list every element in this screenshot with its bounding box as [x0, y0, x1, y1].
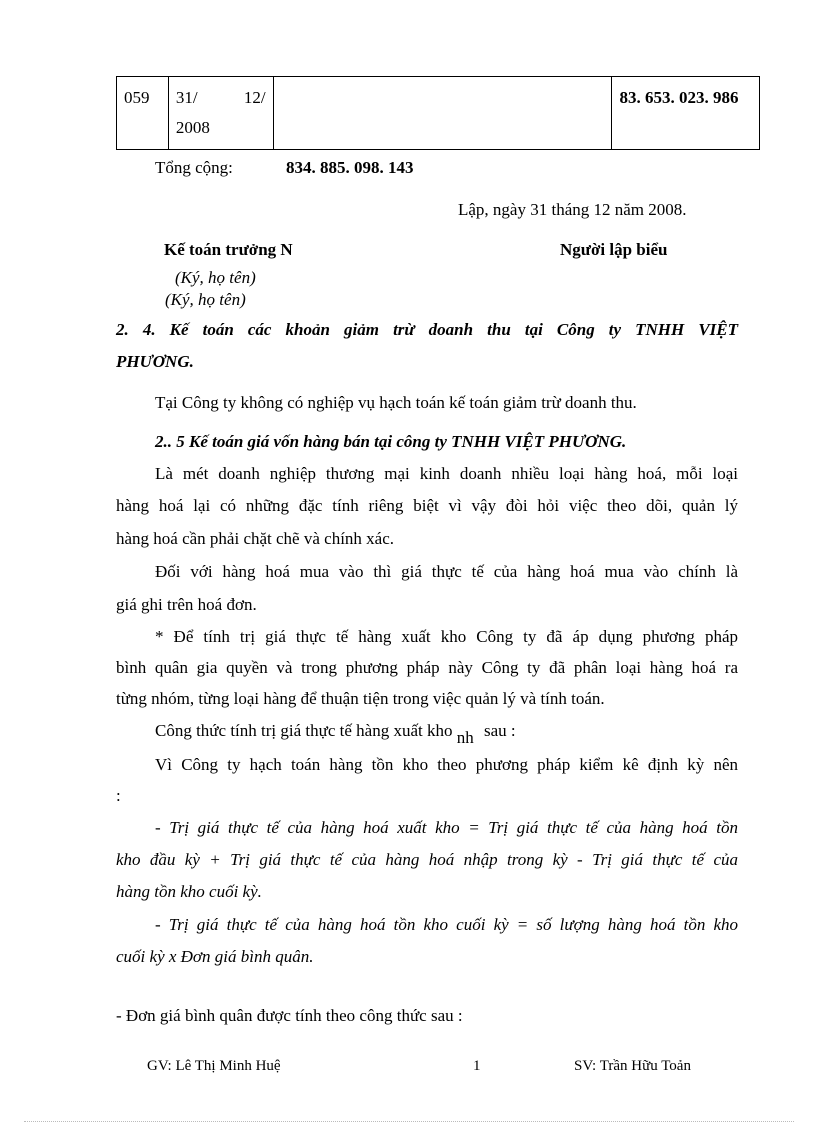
entry-date — [168, 77, 273, 150]
formula-line: hàng tồn kho cuối kỳ. — [116, 882, 262, 901]
paragraph-line: từng nhóm, từng loại hàng để thuận tiện trong việc quản lý và tính toán. — [116, 689, 605, 708]
total-value: 834. 885. 098. 143 — [286, 158, 414, 177]
entry-date-year: 2008 — [175, 118, 210, 137]
section-2-4-heading: 2. 4. Kế toán các khoản giảm trừ doanh thu tại Công ty TNHH VIỆT — [116, 320, 738, 339]
formula-line: cuối kỳ x Đơn giá bình quân. — [116, 947, 314, 966]
paragraph-line: bình quân gia quyền và trong phương pháp này Công ty đã phân loại hàng hoá ra — [116, 658, 738, 677]
formula-intro-sub: nh — [456, 728, 474, 747]
formula-intro — [155, 721, 516, 747]
formula-line: - Trị giá thực tế của hàng hoá xuất kho = Trị giá thực tế của hàng hoá tồn — [155, 818, 738, 837]
paragraph-line: hàng hoá lại có những đặc tính riêng biệt vì vậy đòi hỏi việc theo dõi, quản lý — [116, 496, 738, 515]
paragraph-line: hàng hoá cần phải chặt chẽ và chính xác. — [116, 529, 395, 548]
section-2-5-heading: 2.. 5 Kế toán giá vốn hàng bán tại công ty TNHH VIỆT PHƯƠNG. — [155, 432, 627, 451]
page-number: 1 — [473, 1058, 481, 1074]
formula-intro-tail: sau : — [483, 721, 516, 740]
section-2-4-text: Tại Công ty không có nghiệp vụ hạch toán kế toán giảm trừ doanh thu. — [155, 393, 637, 412]
ledger-table — [116, 76, 760, 150]
sign-note: (Ký, họ tên) — [175, 268, 256, 287]
chief-accountant-title: Kế toán trưởng N — [164, 240, 293, 259]
section-2-4-heading-cont: PHƯƠNG. — [116, 352, 194, 371]
formula-line: - Trị giá thực tế của hàng hoá tồn kho cuối kỳ = số lượng hàng hoá tồn kho — [155, 915, 738, 934]
page-edge-divider — [24, 1121, 794, 1122]
paragraph-line: * Để tính trị giá thực tế hàng xuất kho Công ty đã áp dụng phương pháp — [155, 627, 738, 646]
footer-student: SV: Trần Hữu Toản — [574, 1058, 691, 1074]
formula-intro-text: Công thức tính trị giá thực tế hàng xuất kho — [155, 721, 453, 740]
formula-line: - Đơn giá bình quân được tính theo công thức sau : — [116, 1006, 463, 1025]
table-row — [117, 77, 760, 150]
paragraph-line: giá ghi trên hoá đơn. — [116, 595, 257, 614]
entry-date-day: 31/ — [175, 88, 198, 107]
place-date: Lập, ngày 31 tháng 12 năm 2008. — [458, 200, 687, 219]
sign-note: (Ký, họ tên) — [165, 290, 246, 309]
entry-date-month: 12/ — [243, 88, 266, 107]
footer-teacher: GV: Lê Thị Minh Huệ — [147, 1058, 281, 1074]
paragraph-line: Đối với hàng hoá mua vào thì giá thực tế của hàng hoá mua vào chính là — [155, 562, 738, 581]
total-label: Tổng cộng: — [155, 158, 233, 177]
entry-number: 059 — [117, 77, 169, 150]
preparer-title: Người lập biểu — [560, 240, 668, 259]
formula-line: kho đầu kỳ + Trị giá thực tế của hàng hoá nhập trong kỳ - Trị giá thực tế của — [116, 850, 738, 869]
paragraph-line: Là mét doanh nghiệp thương mại kinh doanh nhiều loại hàng hoá, mỗi loại — [155, 464, 738, 483]
paragraph-line: Vì Công ty hạch toán hàng tồn kho theo phương pháp kiểm kê định kỳ nên — [155, 755, 738, 774]
entry-amount: 83. 653. 023. 986 — [612, 77, 760, 150]
paragraph-line: : — [116, 786, 121, 805]
entry-description — [273, 77, 612, 150]
